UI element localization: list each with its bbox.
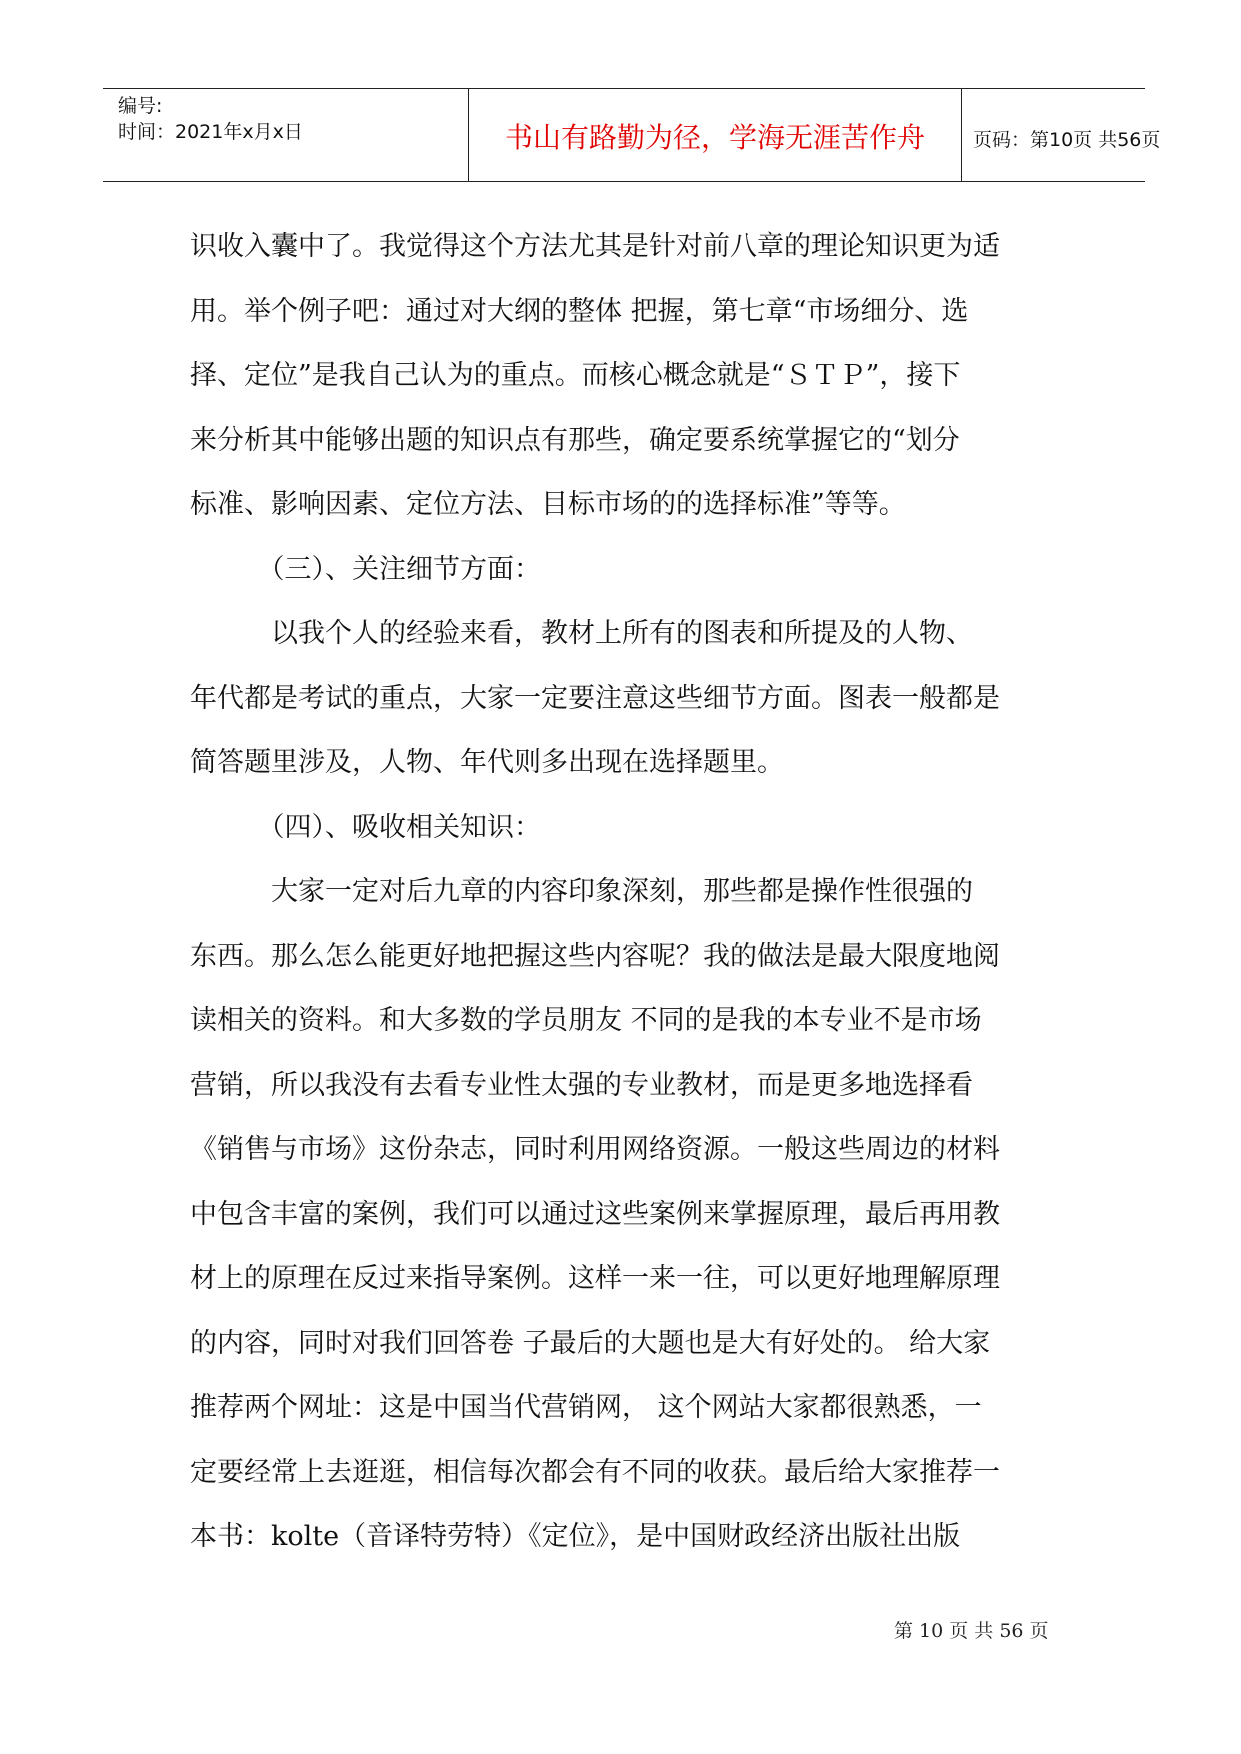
text-line: 标准、影响因素、定位方法、目标市场的的选择标准”等等。 (190, 489, 906, 520)
text-line: 本书：kolte（音译特劳特）《定位》，是中国财政经济出版社出版 (190, 1521, 961, 1552)
text-line: 中包含丰富的案例，我们可以通过这些案例来掌握原理，最后再用教 (190, 1198, 1000, 1230)
header-info (118, 93, 458, 145)
text-line: 识收入囊中了。我觉得这个方法尤其是针对前八章的理论知识更为适 (190, 231, 1000, 262)
text-line: 推荐两个网址：这是中国当代营销网， 这个网站大家都很熟悉，一 (190, 1392, 982, 1423)
text-line: 《销售与市场》这份杂志，同时利用网络资源。一般这些周边的材料 (190, 1134, 1000, 1165)
text-line: 营销，所以我没有去看专业性太强的专业教材，而是更多地选择看 (190, 1069, 973, 1101)
body-text (190, 215, 1060, 1570)
section-heading: （四）、吸收相关知识： (190, 811, 541, 843)
text-line: 年代都是考试的重点，大家一定要注意这些细节方面。图表一般都是 (190, 682, 1000, 714)
text-line: 简答题里涉及，人物、年代则多出现在选择题里。 (190, 747, 784, 778)
serial-number-label: 编号: (118, 95, 163, 117)
header-page-code: 页码：第10页 共56页 (973, 129, 1161, 151)
text-line: 以我个人的经验来看，教材上所有的图表和所提及的人物、 (190, 618, 973, 649)
text-line: 读相关的资料。和大多数的学员朋友 不同的是我的本专业不是市场 (190, 1005, 982, 1036)
text-line: 大家一定对后九章的内容印象深刻，那些都是操作性很强的 (190, 876, 973, 907)
text-line: 用。举个例子吧：通过对大纲的整体 把握，第七章“市场细分、选 (190, 295, 969, 327)
page-header (103, 88, 1161, 182)
text-line: 择、定位”是我自己认为的重点。而核心概念就是“ＳＴＰ”，接下 (190, 360, 961, 391)
section-heading: （三）、关注细节方面： (190, 553, 541, 585)
text-line: 定要经常上去逛逛，相信每次都会有不同的收获。最后给大家推荐一 (190, 1456, 1000, 1488)
text-line: 东西。那么怎么能更好地把握这些内容呢？我的做法是最大限度地阅 (190, 940, 1000, 972)
text-line: 来分析其中能够出题的知识点有那些，确定要系统掌握它的“划分 (190, 424, 960, 456)
page-footer-number: 第 10 页 共 56 页 (894, 1620, 1049, 1642)
date-label: 时间：2021年x月x日 (118, 121, 303, 143)
text-line: 的内容，同时对我们回答卷 子最后的大题也是大有好处的。 给大家 (190, 1327, 991, 1359)
text-line: 材上的原理在反过来指导案例。这样一来一往，可以更好地理解原理 (190, 1263, 1000, 1294)
header-motto-cell (468, 89, 962, 181)
motto-text: 书山有路勤为径，学海无涯苦作舟 (504, 121, 925, 154)
